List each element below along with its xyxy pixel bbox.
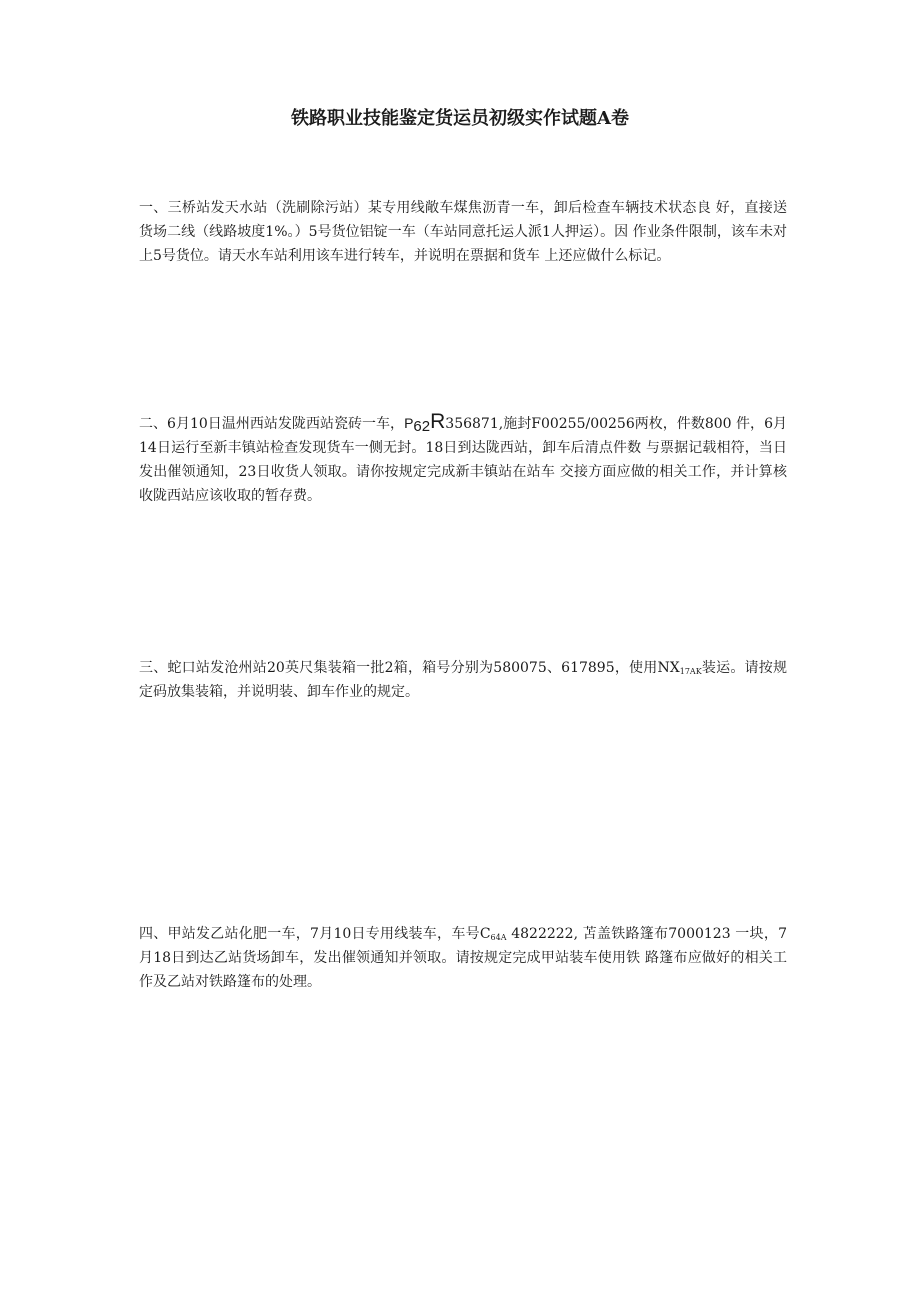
question-4-text-before: 四、甲站发乙站化肥一车，7月10日专用线装车，车号 <box>139 926 480 942</box>
question-2-text-after: 356871,施封F00255/00256两枚，件数800 件，6月14日运行至新丰镇站检查发现货车一侧无封。18日到达陇西站，卸车后清点件数 与票据记载相符，当日发出催领通知，23日收货人领取。请你按规定完成新丰镇站在站车 交接方面应做的相关工作，并计算核收陇西站应该收取的暂存费。 <box>139 416 787 504</box>
question-4-text-after: 4822222, 苫盖铁路篷布7000123 一块，7月18日到达乙站货场卸车，发出催领通知并领取。请按规定完成甲站装车使用铁 路篷布应做好的相关工作及乙站对铁路篷布的处理。 <box>139 926 787 990</box>
question-1: 一、三桥站发天水站（洗刷除污站）某专用线敞车煤焦沥青一车，卸后检查车辆技术状态良 好，直接送货场二线（线路坡度1%。）5号货位铝锭一车（车站同意托运人派1人押运）。因 作业条件限制，该车未对上5号货位。请天水车站利用该车进行转车，并说明在票据和货车 上还应做什么标记。 <box>139 200 787 264</box>
document-title: 铁路职业技能鉴定货运员初级实作试题A卷 <box>291 108 629 129</box>
question-4-car-type: C <box>479 926 491 942</box>
question-3-text-before: 三、蛇口站发沧州站20英尺集装箱一批2箱，箱号分别为580075、617895，使用 <box>139 660 658 676</box>
question-2 <box>139 411 787 508</box>
question-4 <box>139 922 787 994</box>
question-3-car-type: NX <box>657 660 680 676</box>
question-3-car-subscript: 17AK <box>679 667 702 676</box>
question-3 <box>139 656 787 704</box>
question-4-car-subscript: 64A <box>490 933 507 942</box>
question-2-car-letter-p: P <box>404 415 414 431</box>
question-2-text-before: 二、6月10日温州西站发陇西站瓷砖一车， <box>139 416 405 432</box>
question-2-car-letter-r: R <box>430 410 446 433</box>
question-3-text-after: 装运。请按规定码放集装箱，并说明装、卸车作业的规定。 <box>139 660 788 700</box>
question-2-car-subscript: 62 <box>413 418 431 435</box>
